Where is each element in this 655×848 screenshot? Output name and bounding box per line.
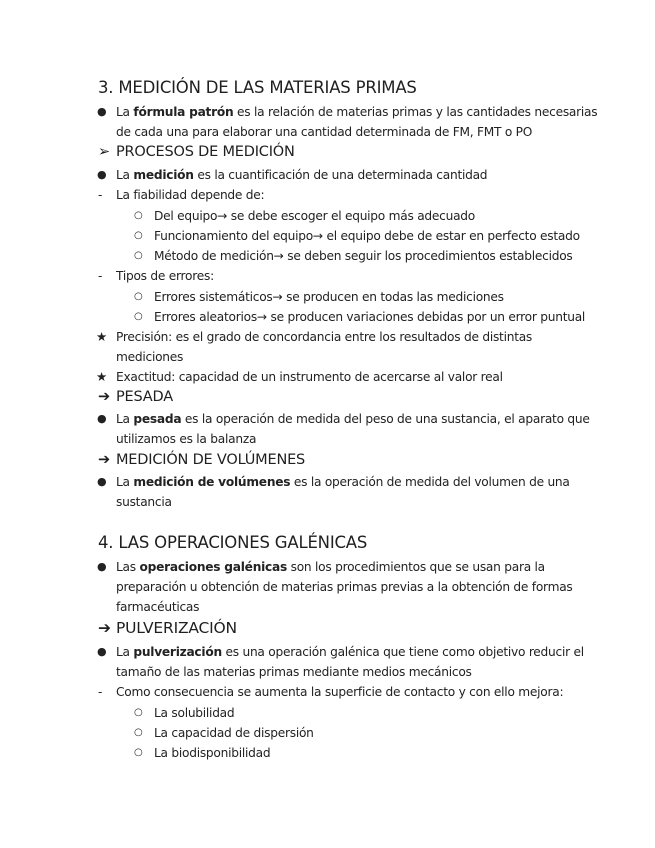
bullet-marker: ● [97, 560, 107, 573]
consecuencia-line: Como consecuencia se aumenta la superficie de contacto y con ello mejora: [116, 685, 564, 699]
pesada-heading: ➔ PESADA [98, 389, 173, 405]
bullet-marker: ● [97, 168, 107, 181]
circle-marker: ○ [134, 727, 143, 738]
operaciones-cont: preparación u obtención de materias primas previas a la obtención de formas [116, 580, 573, 594]
pulverizacion-heading: ➔ PULVERIZACIÓN [98, 619, 237, 637]
section-3-heading: 3. MEDICIÓN DE LAS MATERIAS PRIMAS [98, 78, 417, 97]
formula-patron-cont: de cada una para elaborar una cantidad determinada de FM, FMT o PO [116, 125, 533, 139]
arrow-right-icon: ➔ [98, 452, 110, 468]
dash-marker: - [98, 269, 103, 283]
bullet-marker: ● [97, 105, 107, 118]
operaciones-term: operaciones galénicas [139, 560, 287, 574]
bullet-marker: ● [97, 475, 107, 488]
pulverizacion-line: La pulverización es una operación galénica que tiene como objetivo reducir el [116, 645, 584, 659]
precision-line: Precisión: es el grado de concordancia entre los resultados de distintas [116, 330, 533, 344]
arrow-right-icon: ➔ [98, 389, 110, 405]
circle-marker: ○ [134, 291, 143, 302]
star-icon: ★ [96, 329, 108, 344]
mejora-item: La solubilidad [154, 706, 235, 720]
pesada-line: La pesada es la operación de medida del peso de una sustancia, el aparato que [116, 412, 590, 426]
dash-marker: - [98, 188, 103, 202]
fiabilidad-item: Funcionamiento del equipo→ el equipo debe de estar en perfecto estado [154, 229, 580, 243]
circle-marker: ○ [134, 230, 143, 241]
formula-patron-line: La fórmula patrón es la relación de materias primas y las cantidades necesarias [116, 105, 598, 119]
volumenes-heading: ➔ MEDICIÓN DE VOLÚMENES [98, 452, 306, 468]
pesada-term: pesada [133, 412, 182, 426]
procesos-heading: ➢ PROCESOS DE MEDICIÓN [98, 144, 295, 160]
fiabilidad-item: Del equipo→ se debe escoger el equipo más adecuado [154, 209, 475, 223]
fiabilidad-line: La fiabilidad depende de: [116, 188, 265, 202]
mejora-item: La biodisponibilidad [154, 746, 271, 760]
bullet-marker: ● [97, 412, 107, 425]
circle-marker: ○ [134, 747, 143, 758]
fiabilidad-item: Método de medición→ se deben seguir los procedimientos establecidos [154, 249, 573, 263]
star-icon: ★ [96, 369, 108, 384]
precision-cont: mediciones [116, 350, 184, 364]
section-4-heading: 4. LAS OPERACIONES GALÉNICAS [98, 533, 368, 552]
volumenes-cont: sustancia [116, 495, 172, 509]
operaciones-line: Las operaciones galénicas son los procedimientos que se usan para la [116, 560, 545, 574]
operaciones-cont: farmacéuticas [116, 600, 200, 614]
medicion-line: La medición es la cuantificación de una determinada cantidad [116, 168, 488, 182]
bullet-marker: ● [97, 645, 107, 658]
dash-marker: - [98, 685, 103, 699]
pulverizacion-term: pulverización [133, 645, 222, 659]
circle-marker: ○ [134, 311, 143, 322]
errores-line: Tipos de errores: [116, 269, 214, 283]
pulverizacion-cont: tamaño de las materias primas mediante medios mecánicos [116, 665, 472, 679]
arrowhead-icon: ➢ [98, 144, 110, 160]
formula-patron-term: fórmula patrón [133, 105, 234, 119]
mejora-item: La capacidad de dispersión [154, 726, 314, 740]
circle-marker: ○ [134, 707, 143, 718]
circle-marker: ○ [134, 210, 143, 221]
volumenes-line: La medición de volúmenes es la operación de medida del volumen de una [116, 475, 570, 489]
exactitud-line: Exactitud: capacidad de un instrumento de acercarse al valor real [116, 370, 503, 384]
pesada-cont: utilizamos es la balanza [116, 432, 257, 446]
medicion-term: medición [133, 168, 194, 182]
circle-marker: ○ [134, 250, 143, 261]
errores-item: Errores aleatorios→ se producen variaciones debidas por un error puntual [154, 310, 586, 324]
arrow-right-icon: ➔ [98, 619, 111, 637]
errores-item: Errores sistemáticos→ se producen en todas las mediciones [154, 290, 504, 304]
volumenes-term: medición de volúmenes [133, 475, 291, 489]
